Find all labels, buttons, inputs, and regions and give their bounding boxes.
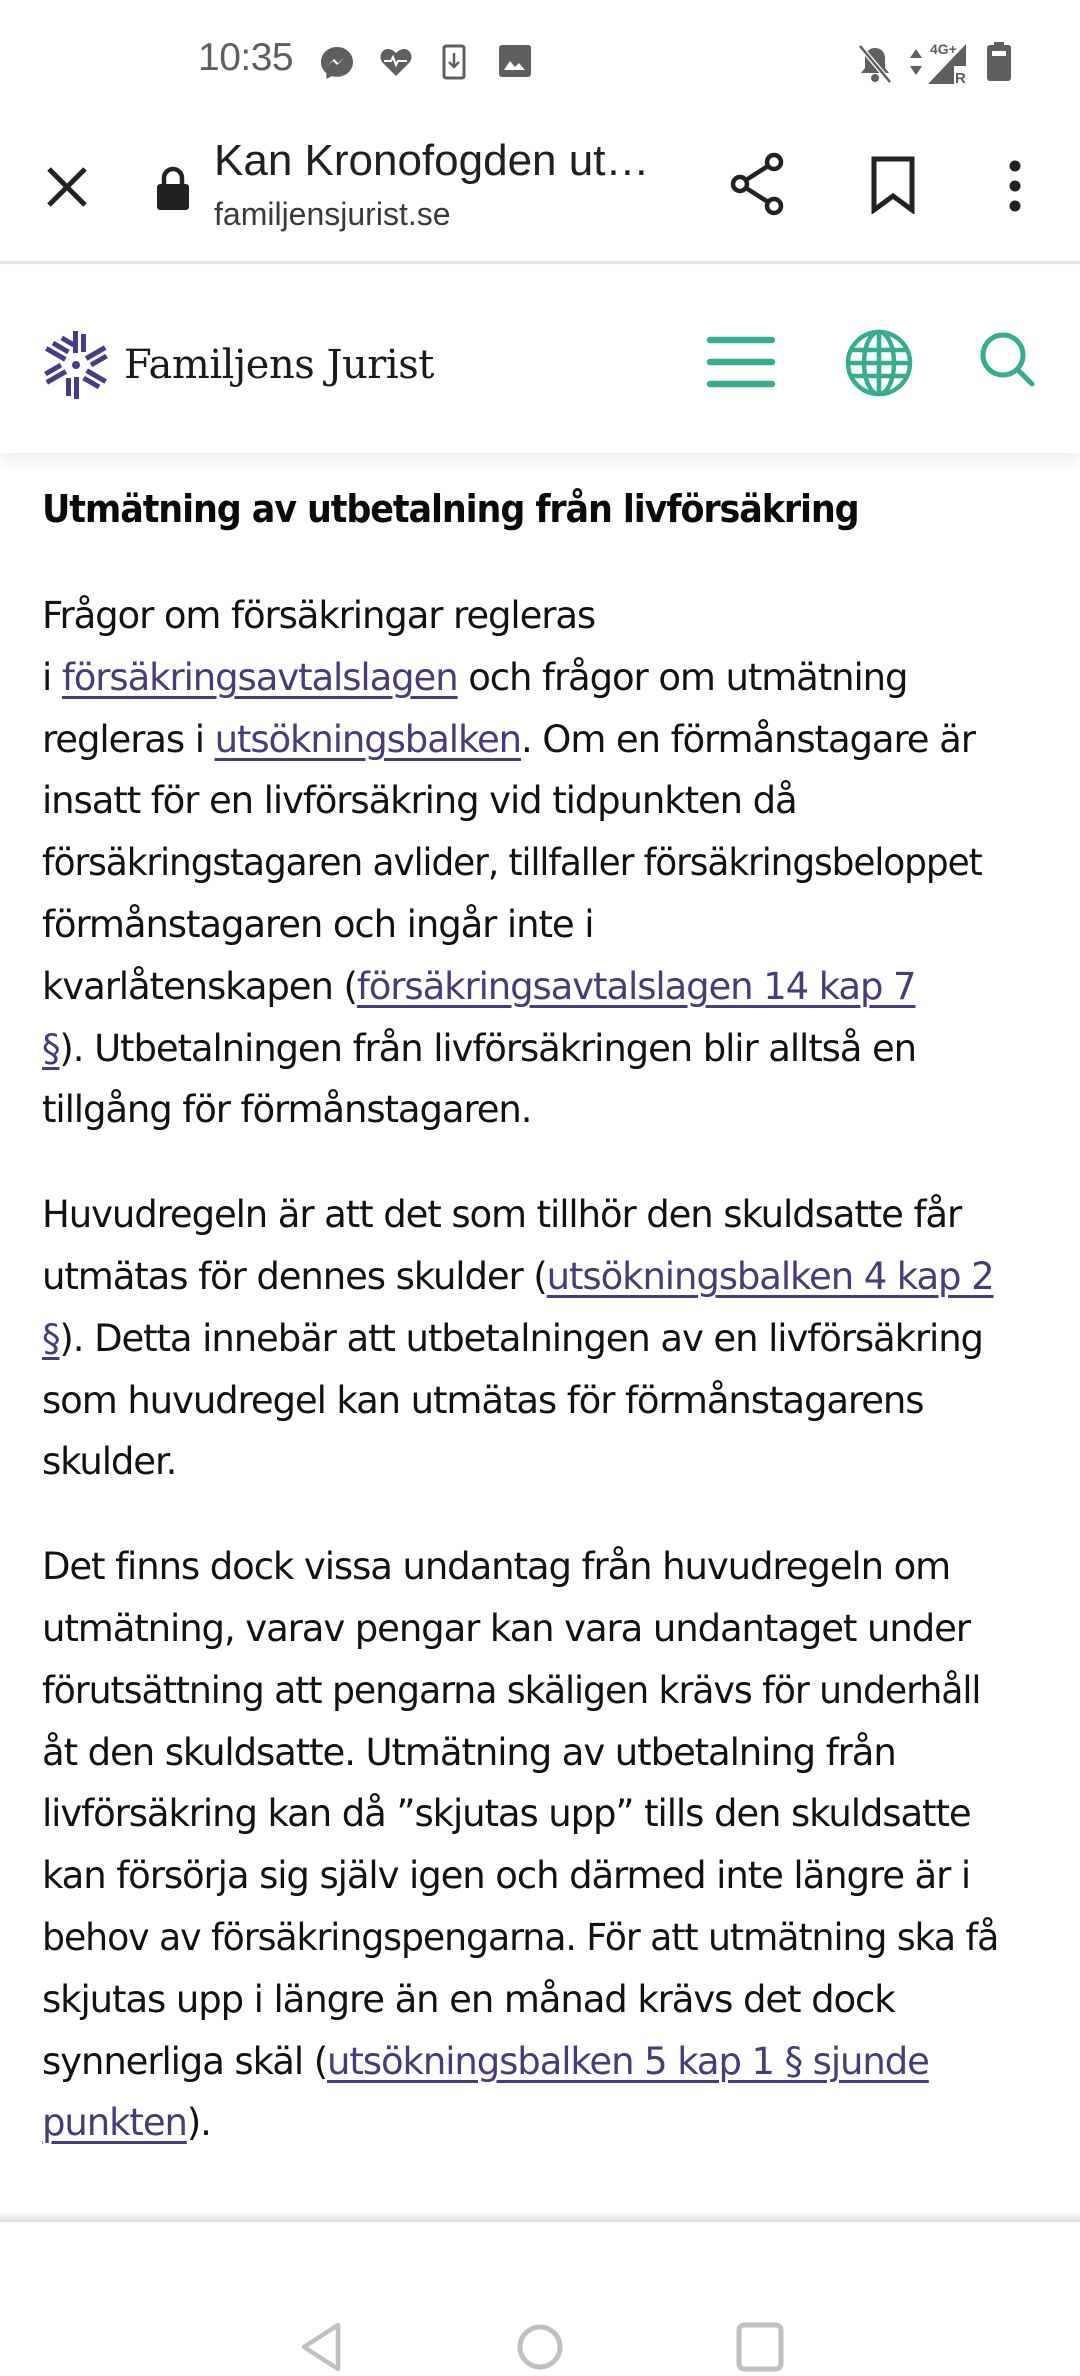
text: behov av försäkringspengarna. För att utmätning ska få <box>42 1915 999 1959</box>
text-line <box>42 709 1042 771</box>
search-button[interactable] <box>980 332 1036 388</box>
menu-icon <box>706 334 776 390</box>
text-line <box>42 1246 1042 1308</box>
text-line <box>42 894 1042 956</box>
text: ). <box>186 2101 211 2145</box>
browser-toolbar <box>0 122 1080 264</box>
text-line <box>42 1845 1042 1907</box>
text-line <box>42 647 1042 709</box>
link-utsokningsbalken-5-kap-1[interactable]: utsökningsbalken 5 kap 1 § sjunde <box>327 2039 929 2083</box>
paragraph-2 <box>42 1184 1042 1493</box>
text: och frågor om utmätning <box>457 655 908 699</box>
bookmark-icon <box>870 156 916 214</box>
article-content <box>42 453 1042 2154</box>
close-tab-button[interactable] <box>44 164 94 214</box>
link-forsakringsavtalslagen-14-kap-7[interactable]: försäkringsavtalslagen 14 kap 7 <box>356 964 916 1008</box>
text: tillgång för förmånstagaren. <box>42 1088 532 1132</box>
url-domain[interactable]: familjensjurist.se <box>214 196 451 232</box>
link-forsakringsavtalslagen-14-kap-7-cont[interactable]: § <box>42 1026 60 1070</box>
text-line <box>42 1079 1042 1141</box>
text: Det finns dock vissa undantag från huvudregeln om <box>42 1545 951 1589</box>
text: synnerliga skäl ( <box>42 2039 328 2083</box>
site-header <box>0 267 1080 453</box>
logo-text: Familjens Jurist <box>124 342 434 388</box>
page-title[interactable]: Kan Kronofogden ut… <box>214 136 650 185</box>
link-utsokningsbalken[interactable]: utsökningsbalken <box>214 717 521 761</box>
globe-icon <box>844 328 914 398</box>
link-utsokningsbalken-5-kap-1-cont[interactable]: punkten <box>42 2101 187 2145</box>
text-line <box>42 2092 1042 2154</box>
data-arrows-icon <box>908 46 924 82</box>
text: utmätas för dennes skulder ( <box>42 1254 547 1298</box>
text-line <box>42 1431 1042 1493</box>
text: ). Detta innebär att utbetalningen av en livförsäkring <box>59 1316 983 1360</box>
text-line <box>42 585 1042 647</box>
svg-text:4G+: 4G+ <box>930 41 957 57</box>
text-line <box>42 1907 1022 1969</box>
text-line <box>42 1598 1042 1660</box>
recents-icon <box>735 2322 785 2372</box>
download-icon <box>442 44 466 84</box>
image-icon <box>498 44 532 82</box>
text: förutsättning att pengarna skäligen krävs för underhåll <box>42 1668 981 1712</box>
messenger-icon <box>318 44 356 86</box>
back-icon <box>300 2322 344 2372</box>
link-utsokningsbalken-4-kap-2[interactable]: utsökningsbalken 4 kap 2 <box>546 1254 994 1298</box>
paragraph-3 <box>42 1536 1042 2154</box>
text: åt den skuldsatte. Utmätning av utbetalning från <box>42 1730 896 1774</box>
back-button[interactable] <box>300 2322 344 2376</box>
text: som huvudregel kan utmätas för förmånstagarens <box>42 1378 924 1422</box>
paragraph-1 <box>42 585 1042 1141</box>
text-line <box>42 1969 1042 2031</box>
svg-text:R: R <box>955 70 966 86</box>
home-button[interactable] <box>515 2322 565 2376</box>
text-line <box>42 1370 1042 1432</box>
text: livförsäkring kan då ”skjutas upp” tills den skuldsatte <box>42 1792 971 1836</box>
text: regleras i <box>42 717 215 761</box>
text-line <box>42 770 1042 832</box>
text: skjutas upp i längre än en månad krävs det dock <box>42 1977 895 2021</box>
text-line <box>42 1660 1022 1722</box>
status-bar <box>0 0 1080 122</box>
search-icon <box>980 332 1036 388</box>
more-vert-icon <box>1000 156 1030 216</box>
text: kan försörja sig själv igen och därmed inte längre är i <box>42 1854 971 1898</box>
text-line <box>42 1184 1042 1246</box>
page-bottom-divider <box>0 2212 1080 2222</box>
text: . Om en förmånstagare är <box>520 717 975 761</box>
text: kvarlåtenskapen ( <box>42 964 357 1008</box>
recents-button[interactable] <box>735 2322 785 2376</box>
text-line <box>42 832 1012 894</box>
text-line <box>42 2031 1042 2093</box>
battery-icon <box>986 42 1012 86</box>
text-line <box>42 1536 1042 1598</box>
status-time: 10:35 <box>198 36 294 79</box>
text-line <box>42 956 1042 1018</box>
text-line <box>42 1722 1042 1784</box>
article-heading: Utmätning av utbetalning från livförsäkring <box>42 487 859 531</box>
text: försäkringstagaren avlider, tillfaller försäkringsbeloppet <box>42 841 982 885</box>
bookmark-button[interactable] <box>870 156 920 216</box>
site-logo[interactable] <box>42 329 434 401</box>
home-icon <box>515 2322 565 2372</box>
heart-pulse-icon <box>378 44 414 84</box>
logo-icon <box>42 329 110 401</box>
text: skulder. <box>42 1440 177 1484</box>
share-button[interactable] <box>730 152 786 216</box>
close-icon <box>44 164 90 210</box>
link-utsokningsbalken-4-kap-2-cont[interactable]: § <box>42 1316 60 1360</box>
text: utmätning, varav pengar kan vara undantaget under <box>42 1606 970 1650</box>
text-line <box>42 1018 1042 1080</box>
bell-muted-icon <box>856 44 894 88</box>
text-line <box>42 1783 1042 1845</box>
share-icon <box>730 152 786 216</box>
menu-button[interactable] <box>706 334 776 390</box>
text: insatt för en livförsäkring vid tidpunkten då <box>42 779 797 823</box>
text: Huvudregeln är att det som tillhör den skuldsatte får <box>42 1193 962 1237</box>
signal-4g-plus-icon <box>924 40 974 90</box>
more-options-button[interactable] <box>1000 156 1030 216</box>
link-forsakringsavtalslagen[interactable]: försäkringsavtalslagen <box>61 655 458 699</box>
text-line <box>42 1308 1042 1370</box>
text: förmånstagaren och ingår inte i <box>42 902 594 946</box>
system-nav-bar <box>0 2222 1080 2376</box>
text: Frågor om försäkringar regleras <box>42 594 596 637</box>
language-button[interactable] <box>844 328 914 398</box>
text: i <box>42 655 62 699</box>
lock-icon <box>156 166 190 216</box>
text: ). Utbetalningen från livförsäkringen blir alltså en <box>59 1026 917 1070</box>
